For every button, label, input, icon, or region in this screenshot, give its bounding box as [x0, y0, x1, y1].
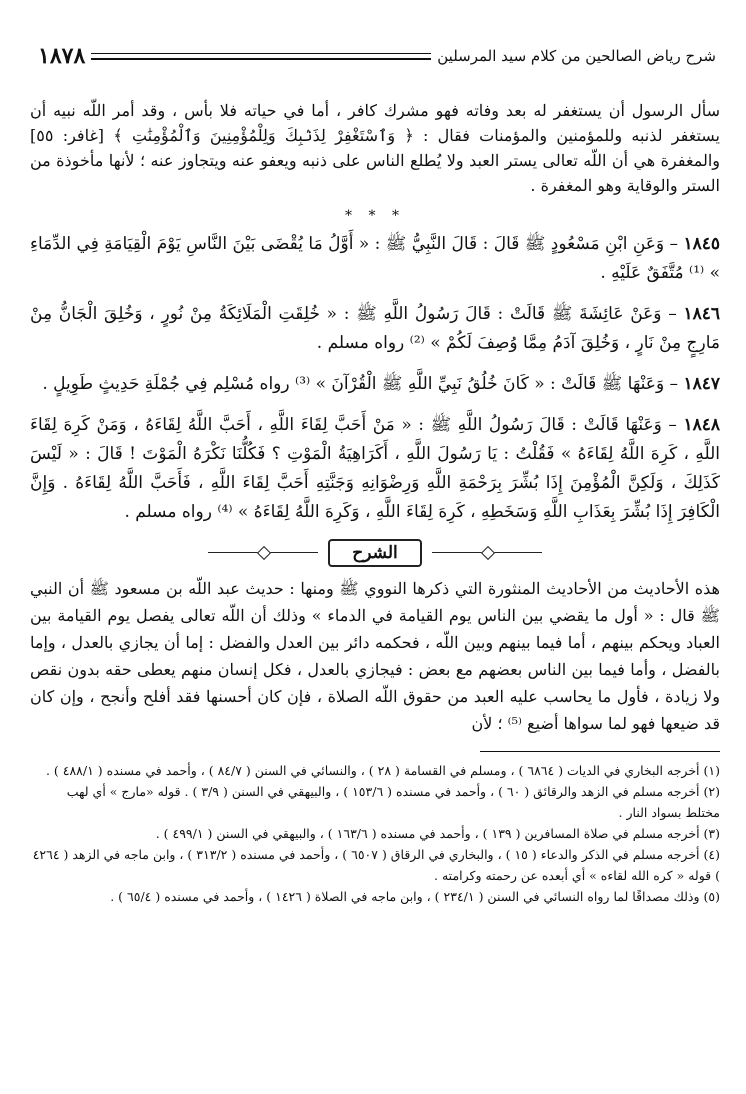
- hadith-text: – وَعَنْ عَائِشَةَ ﷺ قَالَتْ : قَالَ رَسُولُ اللَّهِ ﷺ : « خُلِقَتِ الْمَلَائِكَةُ مِنْ نُورٍ ، وَخُلِقَ الْجَانُّ مِنْ مَارِجٍ مِنْ نَارٍ ، وَخُلِقَ آدَمُ مِمَّا وُصِفَ لَكُمْ » ⁽²⁾ رواه مسلم .: [30, 304, 720, 353]
- book-page: [30, 36, 720, 1076]
- footnote: (٢) أخرجه مسلم في الزهد والرقائق ( ٦٠ ) ، وأحمد في مسنده ( ١٥٣/٦ ) ، والبيهقي في السنن ( ٣/٩ ) . قوله «مارج » أي لهب مختلط بسواد النار .: [66, 784, 720, 820]
- ornament-line: [432, 548, 542, 558]
- footnote: (١) أخرجه البخاري في الديات ( ٦٨٦٤ ) ، ومسلم في القسامة ( ٢٨ ) ، والنسائي في السنن ( ٨٤/٧ ) ، وأحمد في مسنده ( ٤٨٨/١ ) .: [45, 763, 720, 778]
- heading-box: الشرح: [328, 539, 421, 567]
- footnote: (٣) أخرجه مسلم في صلاة المسافرين ( ١٣٩ ) ، وأحمد في مسنده ( ١٦٣/٦ ) ، والبيهقي في السنن ( ٤٩٩/١ ) .: [155, 826, 720, 841]
- footnote-rule: [480, 751, 720, 752]
- commentary-heading: [30, 539, 720, 567]
- hadith-text: – وَعَنْهَا قَالَتْ : قَالَ رَسُولُ اللَّهِ ﷺ : « مَنْ أَحَبَّ لِقَاءَ اللَّهِ ، أَحَبَّ اللَّهُ لِقَاءَهُ ، وَمَنْ كَرِهَ لِقَاءَ اللَّهِ ، كَرِهَ اللَّهُ لِقَاءَهُ » فَقُلْتُ : يَا رَسُولَ اللَّهِ ، أَكَرَاهِيَةُ الْمَوْتِ ؟ فَكُلُّنَا نَكْرَهُ الْمَوْتَ ! قَالَ : « لَيْسَ كَذَلِكَ ، وَلَكِنَّ الْمُؤْمِنَ إِذَا بُشِّرَ بِرَحْمَةِ اللَّهِ وَرِضْوَانِهِ وَجَنَّتِهِ أَحَبَّ لِقَاءَ اللَّهِ ، فَأَحَبَّ اللَّهُ لِقَاءَهُ . وَإِنَّ الْكَافِرَ إِذَا بُشِّرَ بِعَذَابِ اللَّهِ وَسَخَطِهِ ، كَرِهَ لِقَاءَ اللَّهِ ، وَكَرِهَ اللَّهُ لِقَاءَهُ » ⁽⁴⁾ رواه مسلم .: [30, 415, 720, 522]
- section-separator: * * *: [345, 208, 405, 224]
- ornament-line: [208, 548, 318, 558]
- running-title: شرح رياض الصالحين من كلام سيد المرسلين: [437, 47, 716, 65]
- hadith-item: [30, 230, 720, 288]
- intro-paragraph: سأل الرسول أن يستغفر له بعد وفاته فهو مشرك كافر ، أما في حياته فلا بأس ، وقد أمر اللّه نبيه أن يستغفر لذنبه وللمؤمنين والمؤمنات فقال : ﴿ وَٱسْتَغْفِرْ لِذَنۢبِكَ وَلِلْمُؤْمِنِينَ وَٱلْمُؤْمِنَٰتِ ﴾ [غافر: ٥٥] والمغفرة هي أن اللّه تعالى يستر العبد ولا يُطلع الناس على ذنبه ويعفو عنه ويتجاوز عنه ؛ لأنها مأخوذة من الستر والوقاية وهو المغفرة .: [30, 101, 720, 195]
- hadith-item: [30, 370, 720, 399]
- hadith-number: ١٨٤٧: [683, 374, 720, 394]
- hadith-item: [30, 300, 720, 358]
- hadith-text: – وَعَنْهَا ﷺ قَالَتْ : « كَانَ خُلُقُ نَبِيِّ اللَّهِ ﷺ الْقُرْآنَ » ⁽³⁾ رواه مُسْلِم فِي جُمْلَةِ حَدِيثٍ طَوِيلٍ .: [42, 374, 679, 394]
- header-rule: [91, 53, 431, 60]
- hadith-item: [30, 411, 720, 527]
- hadith-number: ١٨٤٥: [683, 234, 720, 254]
- page-header: [30, 36, 720, 76]
- hadith-text: – وَعَنِ ابْنِ مَسْعُودٍ ﷺ قَالَ : قَالَ النَّبِيُّ ﷺ : « أَوَّلُ مَا يُقْضَى بَيْنَ النَّاسِ يَوْمَ الْقِيَامَةِ فِي الدِّمَاءِ » ⁽¹⁾ مُتَّفَقٌ عَلَيْهِ .: [30, 234, 720, 283]
- footnote: (٤) أخرجه مسلم في الذكر والدعاء ( ١٥ ) ، والبخاري في الرقاق ( ٦٥٠٧ ) ، وأحمد في مسنده ( ٣١٣/٢ ) ، وابن ماجه في الزهد ( ٤٢٦٤ ) قوله « كره الله لقاءه » أي أبعده عن رحمته وكرامته .: [32, 847, 720, 883]
- hadith-list: [30, 230, 720, 527]
- hadith-number: ١٨٤٦: [683, 304, 720, 324]
- commentary-paragraph: هذه الأحاديث من الأحاديث المنثورة التي ذكرها النووي ﷺ ومنها : حديث عبد اللّه بن مسعود ﷺ أن النبي ﷺ قال : « أول ما يقضي بين الناس يوم القيامة في الدماء » وذلك أن اللّه تعالى يفصل يوم القيامة بين العباد ويحكم بينهم ، أما فيما بينهم وبين اللّه ، فحكمه دائر بين العدل والفضل : إما أن يجازي بالعدل ، وإما بالفضل ، وأما فيما بين الناس بعضهم مع بعض : فيجازي بالعدل ، فكل إنسان منهم يعطى حقه بدون نقص ولا زيادة ، فأول ما يحاسب عليه العبد من حقوق اللّه الصلاة ، فإن كان أحسنها فقد أفلح وأنجح ، وإن كان قد ضيعها فهو لما سواها أضيع ⁽⁵⁾ ؛ لأن: [30, 579, 720, 733]
- footnotes: [30, 760, 720, 907]
- page-number: ١٨٧٨: [38, 43, 86, 69]
- footnote: (٥) وذلك مصداقًا لما رواه النسائي في السنن ( ٢٣٤/١ ) ، وابن ماجه في الصلاة ( ١٤٢٦ ) ، وأحمد في مسنده ( ٦٥/٤ ) .: [110, 889, 720, 904]
- hadith-number: ١٨٤٨: [683, 415, 720, 435]
